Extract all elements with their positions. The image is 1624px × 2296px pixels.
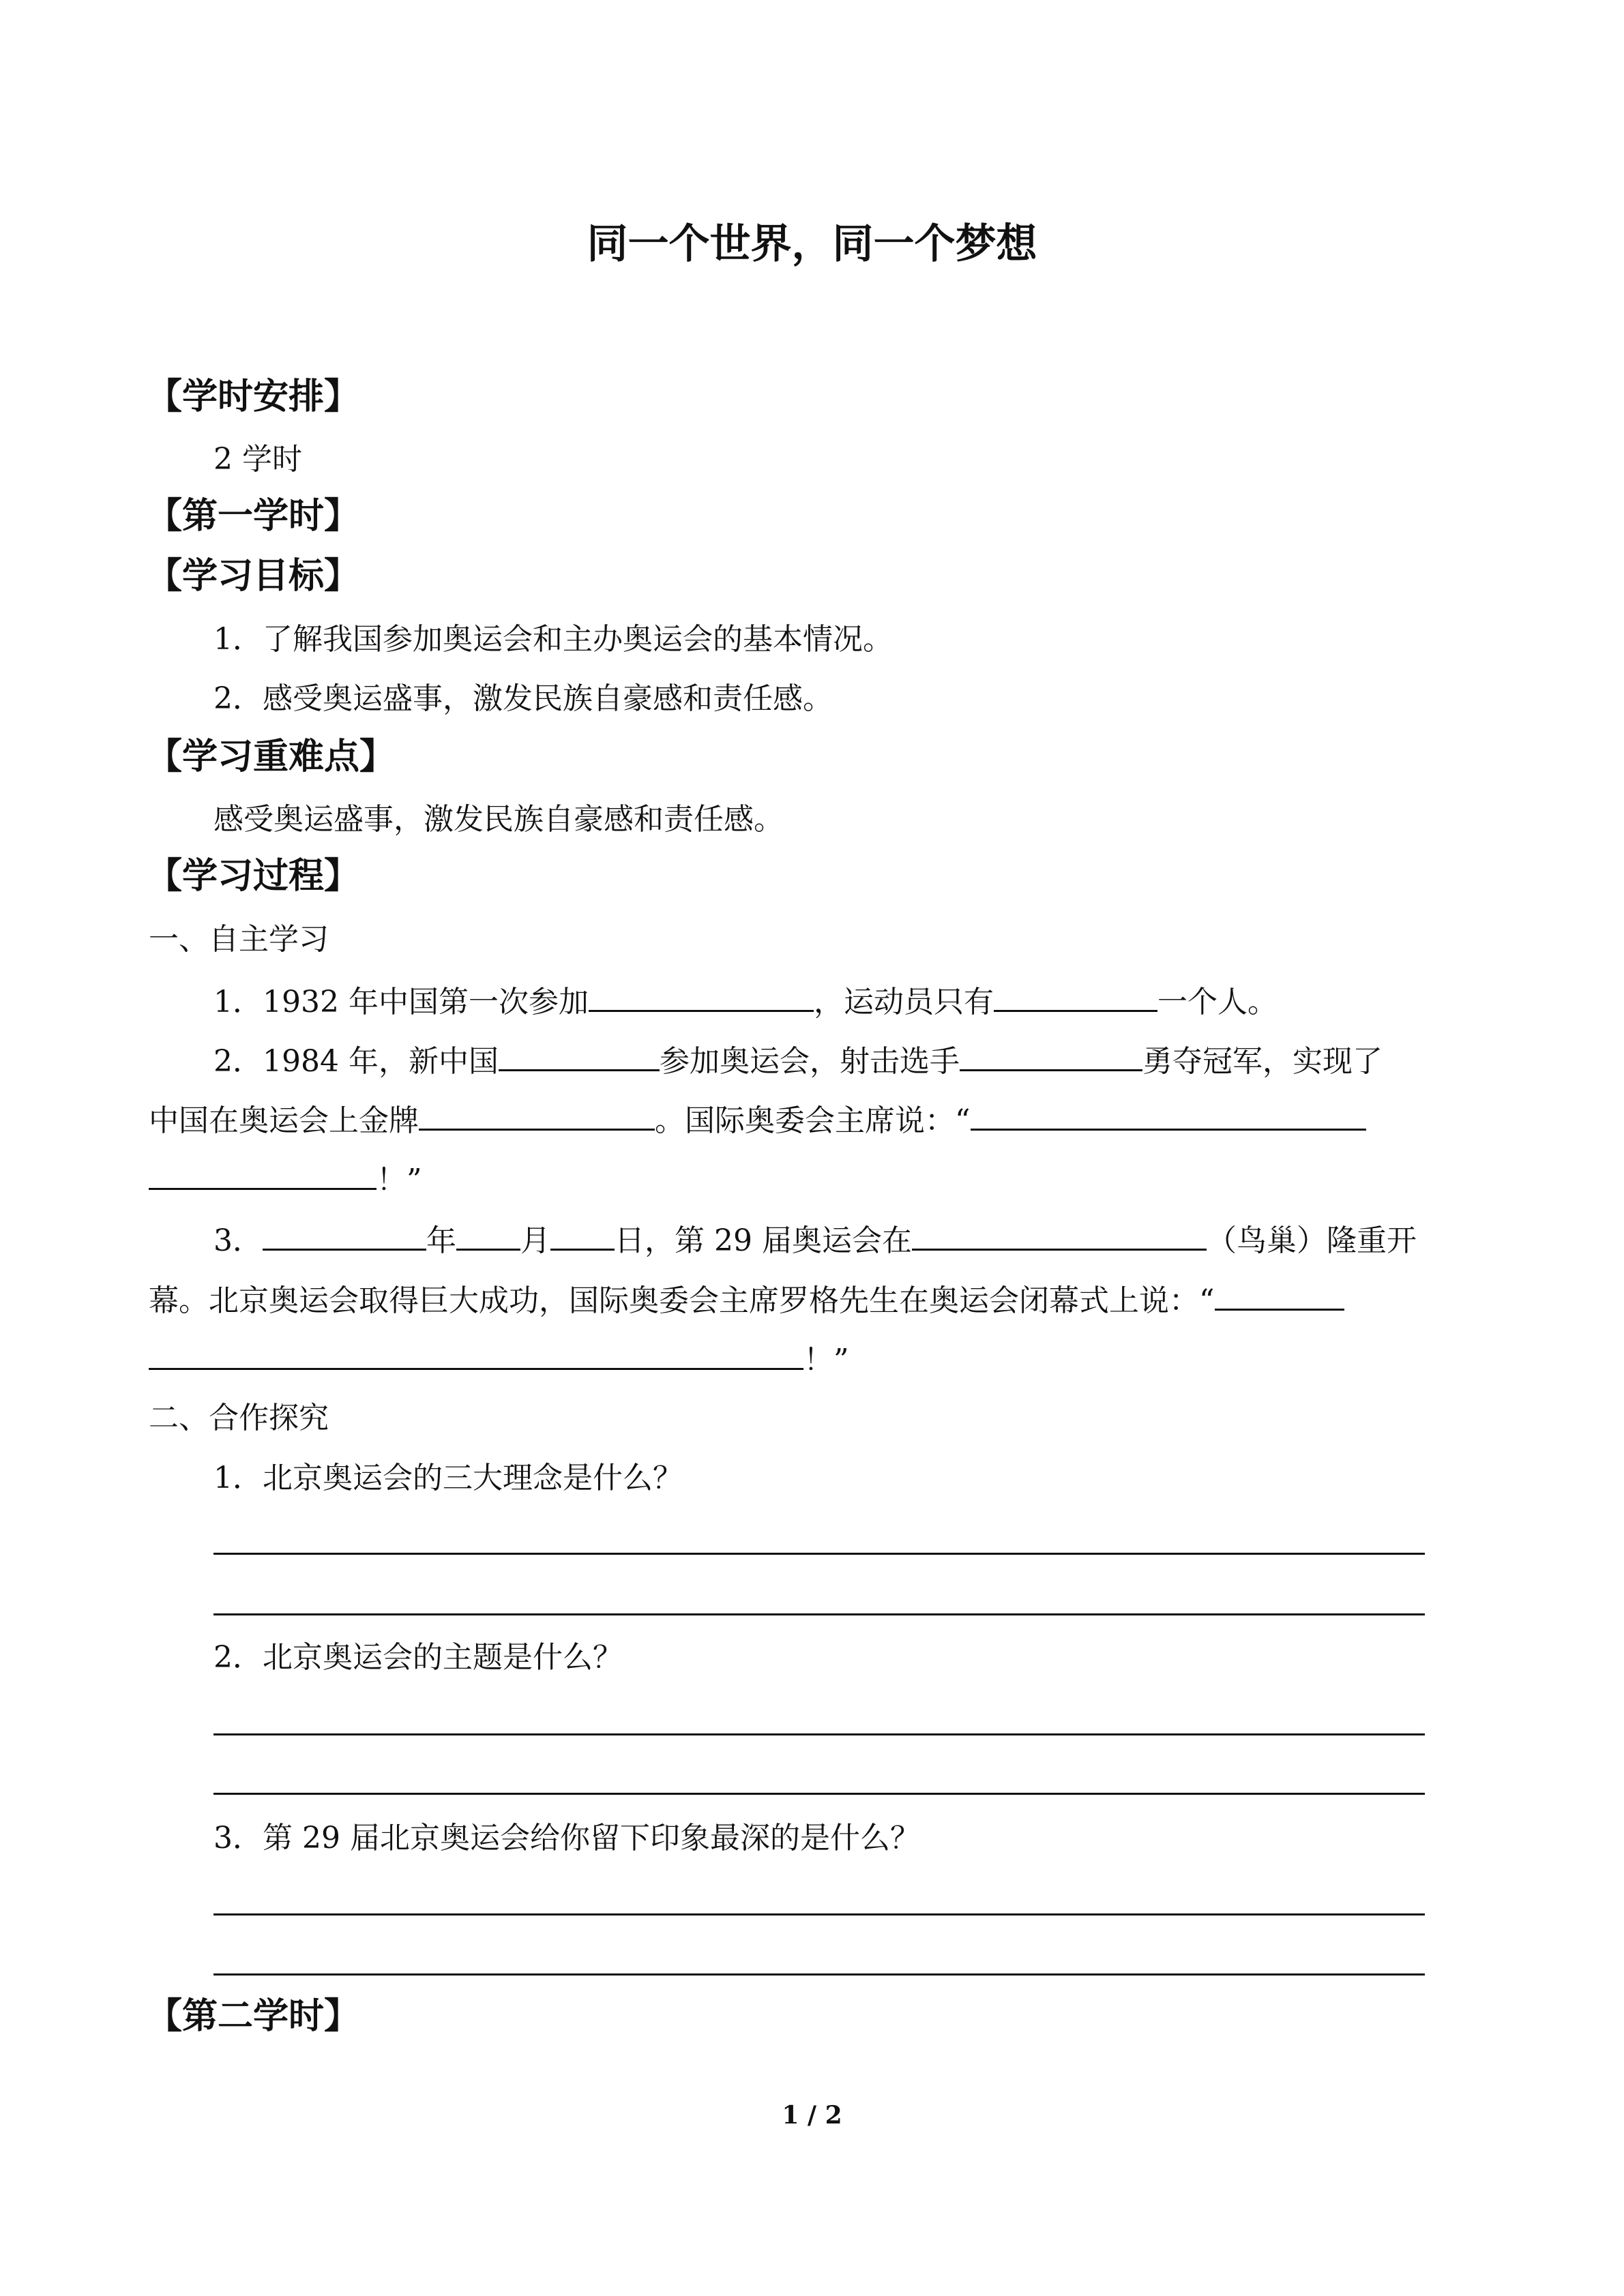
answer-line[interactable] xyxy=(213,1733,1425,1735)
self-study-q1 xyxy=(213,980,1278,1023)
q2-text-d: 中国在奥运会上金牌 xyxy=(149,1103,419,1138)
q2-text-c: 勇夺冠军，实现了 xyxy=(1142,1044,1383,1079)
answer-line[interactable] xyxy=(213,1793,1425,1795)
q3-text-d: 日，第 29 届奥运会在 xyxy=(615,1223,912,1258)
q2-blank-quote[interactable] xyxy=(971,1099,1366,1131)
answer-line[interactable] xyxy=(213,1913,1425,1915)
cooperation-question: 1．北京奥运会的三大理念是什么？ xyxy=(213,1461,683,1495)
answer-line[interactable] xyxy=(213,1973,1425,1976)
q1-text-a: 1．1932 年中国第一次参加 xyxy=(213,985,589,1019)
self-study-q2-line1 xyxy=(213,1039,1383,1082)
self-study-label: 一、自主学习 xyxy=(149,922,329,957)
q2-text-e: 。国际奥委会主席说：“ xyxy=(655,1103,971,1138)
q1-blank-athlete[interactable] xyxy=(994,980,1157,1012)
q3-blank-month[interactable] xyxy=(456,1219,520,1251)
self-study-q3-line1 xyxy=(213,1219,1417,1262)
cooperation-label: 二、合作探究 xyxy=(149,1401,329,1435)
page-title: 同一个世界，同一个梦想 xyxy=(587,220,1037,268)
q1-blank-event[interactable] xyxy=(589,980,814,1012)
q3-blank-day[interactable] xyxy=(550,1219,615,1251)
page-number: 1 / 2 xyxy=(782,2101,842,2130)
key-points-heading: 【学习重难点】 xyxy=(147,736,396,777)
lesson2-heading: 【第二学时】 xyxy=(147,1996,360,2037)
self-study-q3-line3 xyxy=(149,1338,849,1381)
q2-text-a: 2．1984 年，新中国 xyxy=(213,1044,499,1079)
q2-blank-quote-cont[interactable] xyxy=(149,1158,377,1190)
q3-text-f: 幕。北京奥运会取得巨大成功，国际奥委会主席罗格先生在奥运会闭幕式上说：“ xyxy=(149,1283,1215,1318)
goal-item: 2．感受奥运盛事，激发民族自豪感和责任感。 xyxy=(213,681,833,716)
q3-text-c: 月 xyxy=(520,1223,550,1258)
q3-blank-quote-cont[interactable] xyxy=(149,1338,803,1370)
q1-text-c: 一个人。 xyxy=(1157,985,1278,1019)
q2-blank-shooter[interactable] xyxy=(960,1039,1142,1071)
answer-line[interactable] xyxy=(213,1613,1425,1615)
goals-heading: 【学习目标】 xyxy=(147,556,360,597)
self-study-q2-line3 xyxy=(149,1158,422,1201)
process-heading: 【学习过程】 xyxy=(147,856,360,897)
self-study-q2-line2 xyxy=(149,1099,1366,1142)
schedule-text: 2 学时 xyxy=(213,442,302,477)
q3-text-e: （鸟巢）隆重开 xyxy=(1206,1223,1417,1258)
q2-blank-first-time[interactable] xyxy=(499,1039,660,1071)
lesson1-heading: 【第一学时】 xyxy=(147,496,360,537)
q3-text-g: ！” xyxy=(803,1343,849,1377)
q1-text-b: ，运动员只有 xyxy=(813,985,994,1019)
q2-text-b: 参加奥运会，射击选手 xyxy=(659,1044,960,1079)
q3-blank-year[interactable] xyxy=(263,1219,426,1251)
schedule-heading: 【学时安排】 xyxy=(147,376,360,417)
q2-blank-gold[interactable] xyxy=(419,1099,655,1131)
q3-blank-quote[interactable] xyxy=(1215,1279,1344,1311)
q3-blank-venue[interactable] xyxy=(912,1219,1207,1251)
q2-text-f: ！” xyxy=(377,1163,422,1197)
self-study-q3-line2 xyxy=(149,1279,1344,1322)
q3-text-b: 年 xyxy=(426,1223,456,1258)
answer-line[interactable] xyxy=(213,1553,1425,1555)
goal-item: 1．了解我国参加奥运会和主办奥运会的基本情况。 xyxy=(213,622,893,657)
cooperation-question: 2．北京奥运会的主题是什么？ xyxy=(213,1640,623,1675)
q3-text-a: 3． xyxy=(213,1223,263,1258)
cooperation-question: 3．第 29 届北京奥运会给你留下印象最深的是什么？ xyxy=(213,1821,920,1855)
key-points-text: 感受奥运盛事，激发民族自豪感和责任感。 xyxy=(213,802,784,837)
